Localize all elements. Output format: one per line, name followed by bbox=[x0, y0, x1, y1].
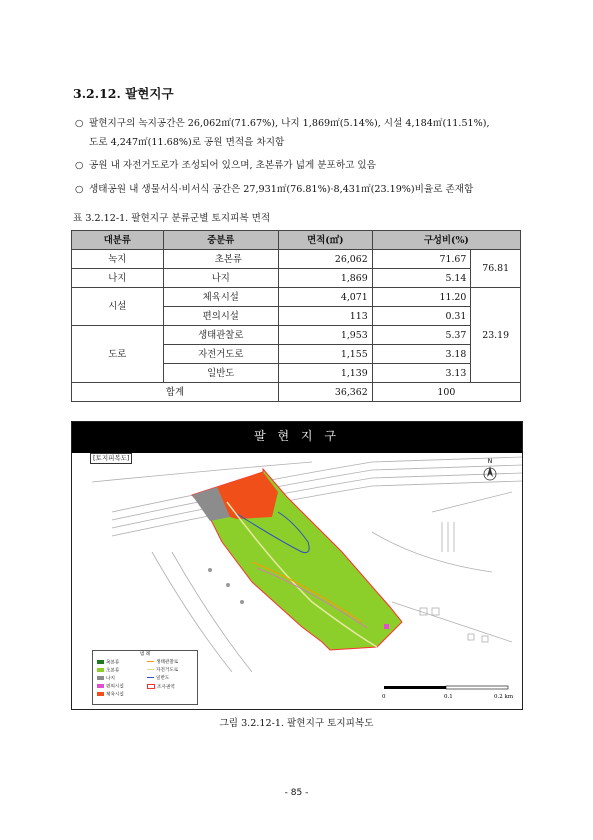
legend-item: 자전거도로 bbox=[147, 668, 178, 674]
bullet-continuation: 도로 4,247㎡(11.68%)로 공원 면적을 차지함 bbox=[89, 137, 285, 148]
bullet-text: 생태공원 내 생물서식·비서식 공간은 27,931㎡(76.81%)·8,431㎡(23.19%)비율로 존재함 bbox=[89, 184, 474, 195]
table-caption: 표 3.2.12-1. 팔현지구 분류군별 토지피복 면적 bbox=[73, 213, 271, 224]
cell-area: 4,071 bbox=[278, 288, 372, 307]
cell-major: 시설 bbox=[72, 288, 164, 326]
section-title: 팔현지구 bbox=[125, 86, 174, 101]
cell-ratio: 71.67 bbox=[372, 250, 471, 269]
legend-item: 조사권역 bbox=[147, 684, 175, 691]
legend-item: 생태관찰로 bbox=[147, 660, 178, 666]
legend-item: 편의시설 bbox=[97, 684, 124, 691]
header-ratio: 구성비(%) bbox=[372, 231, 520, 250]
convenience-facility bbox=[384, 624, 389, 629]
section-number: 3.2.12. bbox=[73, 86, 121, 101]
bullet-mark: ○ bbox=[75, 118, 84, 129]
legend-item: 체육시설 bbox=[97, 692, 124, 699]
north-label: N bbox=[487, 458, 493, 465]
figure-caption: 그림 3.2.12-1. 팔현지구 토지피복도 bbox=[219, 718, 374, 729]
bullet-mark: ○ bbox=[75, 184, 84, 195]
cell-ratio: 11.20 bbox=[372, 288, 471, 307]
bullet-text: 팔현지구의 녹지공간은 26,062㎡(71.67%), 나지 1,869㎡(5.14%), 시설 4,184㎡(11.51%), bbox=[89, 118, 490, 129]
cell-major: 나지 bbox=[72, 269, 164, 288]
total-label: 합계 bbox=[72, 383, 279, 402]
land-cover-table bbox=[71, 230, 521, 402]
header-major: 대분류 bbox=[72, 231, 164, 250]
cell-area: 26,062 bbox=[278, 250, 372, 269]
table-header-row bbox=[72, 231, 521, 250]
cell-area: 1,869 bbox=[278, 269, 372, 288]
bullet-mark: ○ bbox=[75, 160, 84, 171]
total-ratio: 100 bbox=[372, 383, 520, 402]
scale-bar bbox=[384, 686, 508, 689]
table-row bbox=[72, 288, 521, 307]
cell-group-ratio: 76.81 bbox=[471, 250, 521, 288]
cell-ratio: 5.14 bbox=[372, 269, 471, 288]
page-number: - 85 - bbox=[284, 788, 309, 798]
basemap-buildings bbox=[420, 522, 488, 642]
scale-mid: 0.1 bbox=[444, 694, 453, 700]
legend-item: 일반도 bbox=[147, 676, 169, 682]
header-area: 면적(㎡) bbox=[278, 231, 372, 250]
cell-area: 1,139 bbox=[278, 364, 372, 383]
header-minor: 중분류 bbox=[163, 231, 278, 250]
cell-minor: 초본류 bbox=[163, 250, 278, 269]
table-row bbox=[72, 269, 521, 288]
section-heading bbox=[73, 84, 174, 102]
cell-minor: 체육시설 bbox=[163, 288, 278, 307]
cell-minor: 일반도 bbox=[163, 364, 278, 383]
cell-major: 도로 bbox=[72, 326, 164, 383]
cell-area: 1,155 bbox=[278, 345, 372, 364]
bullet-item bbox=[75, 183, 473, 197]
map-tag: [토지피복도] bbox=[90, 453, 132, 464]
scale-zero: 0 bbox=[382, 694, 386, 700]
bullet-item bbox=[75, 117, 490, 131]
legend-item: 나지 bbox=[97, 676, 115, 683]
legend-item: 목본류 bbox=[97, 660, 119, 667]
bullet-item bbox=[75, 159, 376, 173]
cell-minor: 편의시설 bbox=[163, 307, 278, 326]
north-arrow-icon bbox=[484, 466, 496, 480]
map-legend bbox=[92, 650, 198, 705]
cell-area: 113 bbox=[278, 307, 372, 326]
cell-ratio: 3.13 bbox=[372, 364, 471, 383]
cell-group-ratio: 23.19 bbox=[471, 288, 521, 383]
legend-item: 초본류 bbox=[97, 668, 119, 675]
cell-minor: 생태관찰로 bbox=[163, 326, 278, 345]
total-area: 36,362 bbox=[278, 383, 372, 402]
cell-major: 녹지 bbox=[72, 250, 164, 269]
scale-end: 0.2 km bbox=[494, 694, 514, 700]
table-row bbox=[72, 326, 521, 345]
cell-ratio: 3.18 bbox=[372, 345, 471, 364]
map-title: 팔 현 지 구 bbox=[72, 422, 522, 453]
cell-ratio: 5.37 bbox=[372, 326, 471, 345]
cell-minor: 자전거도로 bbox=[163, 345, 278, 364]
cell-area: 1,953 bbox=[278, 326, 372, 345]
cell-ratio: 0.31 bbox=[372, 307, 471, 326]
table-total-row bbox=[72, 383, 521, 402]
table-row bbox=[72, 250, 521, 269]
basemap-marks bbox=[208, 568, 244, 604]
land-cover-map bbox=[71, 421, 523, 710]
legend-title: 범 례 bbox=[139, 652, 151, 657]
bullet-text: 공원 내 자전거도로가 조성되어 있으며, 초본류가 넓게 분포하고 있음 bbox=[89, 160, 376, 171]
cell-minor: 나지 bbox=[163, 269, 278, 288]
